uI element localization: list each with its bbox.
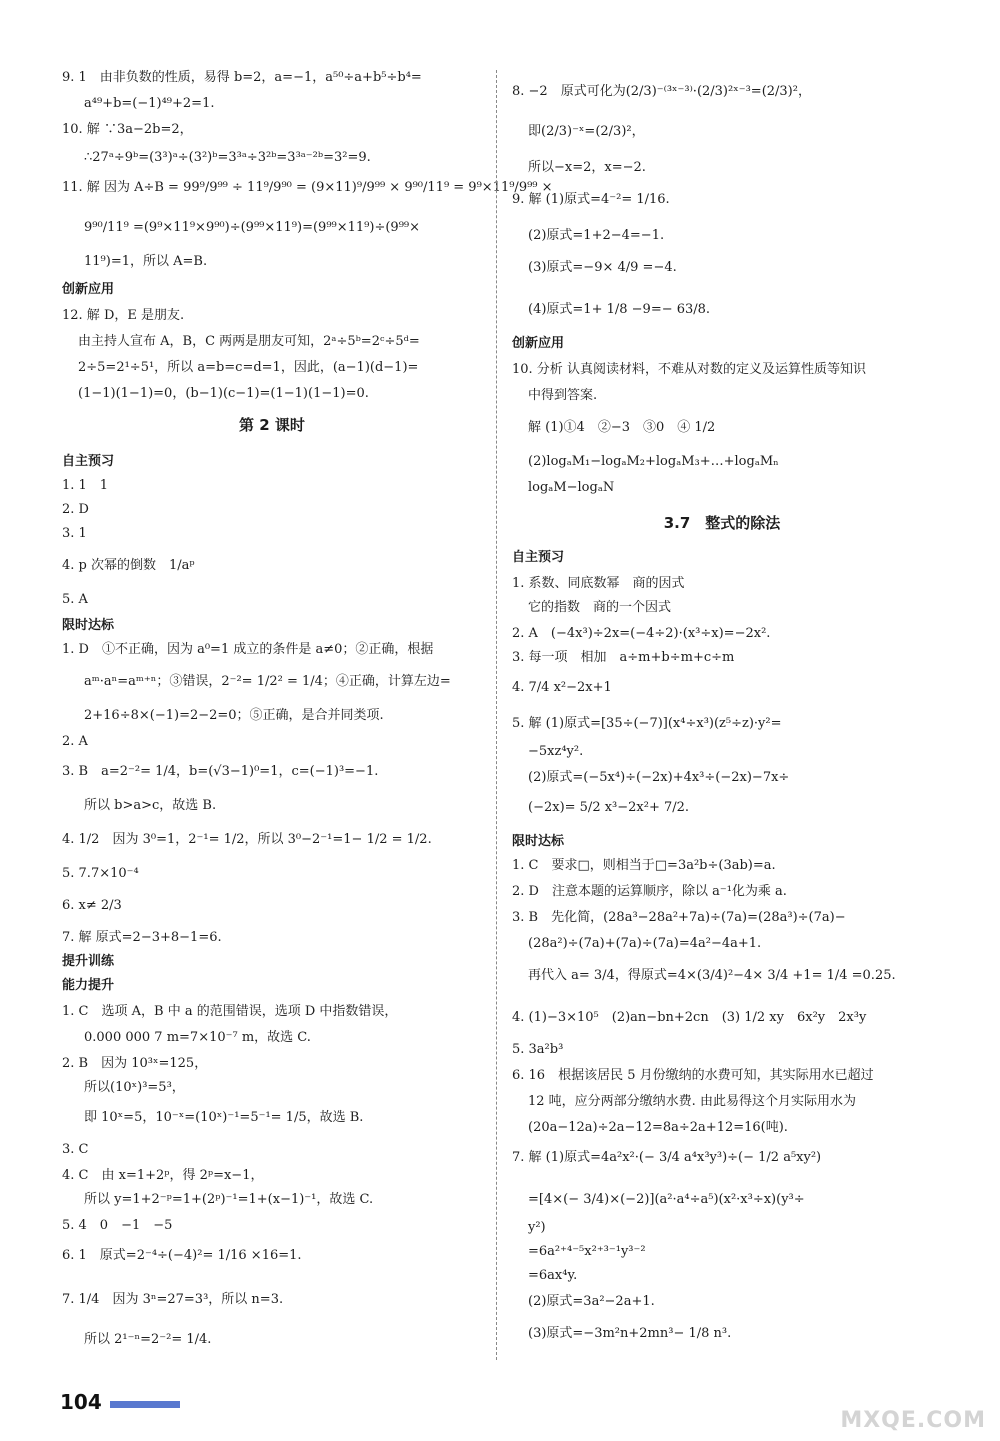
answer-line: 所以(10ˣ)³=5³，	[84, 1080, 185, 1095]
answer-line: 12 吨，应分两部分缴纳水费. 由此易得这个月实际用水为	[528, 1094, 856, 1109]
answer-line: 2+16÷8×(−1)=2−2=0；⑤正确，是合并同类项.	[84, 708, 384, 723]
answer-line: (3)原式=−9× 4/9 =−4.	[528, 260, 677, 275]
section-heading: 创新应用	[512, 336, 565, 351]
answer-line: 7. 解 (1)原式=4a²x²·(− 3/4 a⁴x³y³)÷(− 1/2 a⁵xy²)	[512, 1150, 822, 1165]
answer-line: y²)	[528, 1220, 546, 1235]
answer-line: 10. 分析 认真阅读材料，不难从对数的定义及运算性质等知识	[512, 362, 866, 377]
answer-line: 即 10ˣ=5，10⁻ˣ=(10ˣ)⁻¹=5⁻¹= 1/5，故选 B.	[84, 1110, 364, 1125]
section-heading: 自主预习	[62, 454, 115, 469]
section-heading: 创新应用	[62, 282, 115, 297]
answer-line: 5. 4 0 −1 −5	[62, 1218, 173, 1233]
answer-line: 1. C 选项 A，B 中 a 的范围错误，选项 D 中指数错误，	[62, 1004, 398, 1019]
page-number-bar	[110, 1401, 180, 1408]
answer-line: 3. B 先化简，(28a³−28a²+7a)÷(7a)=(28a³)÷(7a)−	[512, 910, 846, 925]
answer-line: ∴27ᵃ÷9ᵇ=(3³)ᵃ÷(3²)ᵇ=3³ᵃ÷3²ᵇ=3³ᵃ⁻²ᵇ=3²=9.	[84, 150, 371, 165]
answer-line: 6. x≠ 2/3	[62, 898, 122, 913]
section-heading: 自主预习	[512, 550, 565, 565]
answer-line: 它的指数 商的一个因式	[528, 600, 672, 615]
answer-line: 4. p 次幂的倒数 1/aᵖ	[62, 558, 195, 573]
answer-line: a⁴⁹+b=(−1)⁴⁹+2=1.	[84, 96, 215, 111]
answer-line: 中得到答案.	[528, 388, 598, 403]
lesson-title: 第 2 课时	[239, 416, 305, 434]
answer-line: (4)原式=1+ 1/8 −9=− 63/8.	[528, 302, 711, 317]
watermark: MXQE.COM	[840, 1408, 986, 1433]
answer-line: logₐM−logₐN	[528, 480, 615, 495]
answer-line: 7. 1/4 因为 3ⁿ=27=3³，所以 n=3.	[62, 1292, 284, 1307]
answer-line: 0.000 000 7 m=7×10⁻⁷ m，故选 C.	[84, 1030, 311, 1045]
answer-line: 12. 解 D，E 是朋友.	[62, 308, 185, 323]
answer-line: 2. D 注意本题的运算顺序，除以 a⁻¹化为乘 a.	[512, 884, 787, 899]
answer-line: (2)原式=(−5x⁴)÷(−2x)+4x³÷(−2x)−7x÷	[528, 770, 790, 785]
answer-line: 即(2/3)⁻ˣ=(2/3)²，	[528, 124, 645, 139]
answer-line: 解 (1)①4 ②−3 ③0 ④ 1/2	[528, 420, 716, 435]
answer-line: 6. 16 根据该居民 5 月份缴纳的水费可知，其实际用水已超过	[512, 1068, 874, 1083]
section-heading: 提升训练	[62, 954, 115, 969]
answer-line: 9. 1 由非负数的性质，易得 b=2，a=−1，a⁵⁰÷a+b⁵÷b⁴=	[62, 70, 422, 85]
page-number: 104	[60, 1390, 102, 1414]
answer-line: 2. A (−4x³)÷2x=(−4÷2)·(x³÷x)=−2x².	[512, 626, 771, 641]
answer-line: 9⁹⁰/11⁹ =(9⁹×11⁹×9⁹⁰)÷(9⁹⁹×11⁹)=(9⁹⁹×11⁹)÷(9⁹⁹×	[84, 220, 421, 235]
answer-line: 再代入 a= 3/4，得原式=4×(3/4)²−4× 3/4 +1= 1/4 =0.25.	[528, 968, 896, 983]
column-divider	[496, 70, 497, 1360]
answer-line: 5. A	[62, 592, 88, 607]
answer-line: 4. 1/2 因为 3⁰=1，2⁻¹= 1/2，所以 3⁰−2⁻¹=1− 1/2 = 1/2.	[62, 832, 432, 847]
answer-line: 所以 2¹⁻ⁿ=2⁻²= 1/4.	[84, 1332, 212, 1347]
answer-line: 2÷5=2¹÷5¹，所以 a=b=c=d=1，因此，(a−1)(d−1)=	[78, 360, 419, 375]
answer-line: 3. 1	[62, 526, 87, 541]
answer-line: aᵐ·aⁿ=aᵐ⁺ⁿ；③错误，2⁻²= 1/2² = 1/4；④正确，计算左边=	[84, 674, 451, 689]
answer-line: 2. D	[62, 502, 89, 517]
answer-line: (2)logₐM₁−logₐM₂+logₐM₃+…+logₐMₙ	[528, 454, 779, 469]
answer-line: 11⁹)=1，所以 A=B.	[84, 254, 208, 269]
answer-line: =[4×(− 3/4)×(−2)](a²·a⁴÷a⁵)(x²·x³÷x)(y³÷	[528, 1192, 805, 1207]
section-heading: 限时达标	[62, 618, 115, 633]
answer-line: 3. 每一项 相加 a÷m+b÷m+c÷m	[512, 650, 735, 665]
answer-line: 9. 解 (1)原式=4⁻²= 1/16.	[512, 192, 670, 207]
answer-line: 1. C 要求□，则相当于□=3a²b÷(3ab)=a.	[512, 858, 776, 873]
answer-line: 2. A	[62, 734, 88, 749]
answer-line: (3)原式=−3m²n+2mn³− 1/8 n³.	[528, 1326, 732, 1341]
answer-line: 3. C	[62, 1142, 89, 1157]
answer-line: 10. 解 ∵3a−2b=2，	[62, 122, 193, 137]
answer-line: (28a²)÷(7a)+(7a)÷(7a)=4a²−4a+1.	[528, 936, 762, 951]
answer-line: 11. 解 因为 A÷B = 99⁹/9⁹⁹ ÷ 11⁹/9⁹⁰ = (9×11)⁹/9⁹⁹ × 9⁹⁰/11⁹ = 9⁹×11⁹/9⁹⁹ ×	[62, 180, 553, 195]
answer-line: (20a−12a)÷2a−12=8a÷2a+12=16(吨).	[528, 1120, 788, 1135]
answer-line: 由主持人宣布 A，B，C 两两是朋友可知，2ᵃ÷5ᵇ=2ᶜ÷5ᵈ=	[78, 334, 420, 349]
answer-line: 2. B 因为 10³ˣ=125，	[62, 1056, 208, 1071]
answer-line: =6ax⁴y.	[528, 1268, 578, 1283]
answer-line: 8. −2 原式可化为(2/3)⁻⁽³ˣ⁻³⁾·(2/3)²ˣ⁻³=(2/3)²，	[512, 84, 811, 99]
answer-line: 所以 y=1+2⁻ᵖ=1+(2ᵖ)⁻¹=1+(x−1)⁻¹，故选 C.	[84, 1192, 374, 1207]
answer-line: −5xz⁴y².	[528, 744, 584, 759]
answer-line: 1. D ①不正确，因为 a⁰=1 成立的条件是 a≠0；②正确，根据	[62, 642, 434, 657]
answer-line: 4. 7/4 x²−2x+1	[512, 680, 612, 695]
section-title: 3.7 整式的除法	[663, 514, 781, 532]
answer-line: 5. 解 (1)原式=[35÷(−7)](x⁴÷x³)(z⁵÷z)·y²=	[512, 716, 782, 731]
answer-line: 所以 b>a>c，故选 B.	[84, 798, 217, 813]
answer-line: (−2x)= 5/2 x³−2x²+ 7/2.	[528, 800, 690, 815]
answer-line: 4. (1)−3×10⁵ (2)an−bn+2cn (3) 1/2 xy 6x²y 2x³y	[512, 1010, 867, 1025]
answer-line: 1. 1 1	[62, 478, 109, 493]
answer-line: 7. 解 原式=2−3+8−1=6.	[62, 930, 222, 945]
answer-line: =6a²⁺⁴⁻⁵x²⁺³⁻¹y³⁻²	[528, 1244, 646, 1259]
answer-line: 6. 1 原式=2⁻⁴÷(−4)²= 1/16 ×16=1.	[62, 1248, 302, 1263]
answer-line: (2)原式=3a²−2a+1.	[528, 1294, 655, 1309]
answer-line: 5. 7.7×10⁻⁴	[62, 866, 139, 881]
answer-line: (1−1)(1−1)=0，(b−1)(c−1)=(1−1)(1−1)=0.	[78, 386, 369, 401]
section-heading: 限时达标	[512, 834, 565, 849]
section-heading: 能力提升	[62, 978, 115, 993]
answer-line: 3. B a=2⁻²= 1/4，b=(√3−1)⁰=1，c=(−1)³=−1.	[62, 764, 379, 779]
answer-line: 所以−x=2，x=−2.	[528, 160, 646, 175]
answer-line: 4. C 由 x=1+2ᵖ，得 2ᵖ=x−1，	[62, 1168, 264, 1183]
answer-line: 1. 系数、同底数幂 商的因式	[512, 576, 685, 591]
answer-line: 5. 3a²b³	[512, 1042, 564, 1057]
answer-line: (2)原式=1+2−4=−1.	[528, 228, 665, 243]
